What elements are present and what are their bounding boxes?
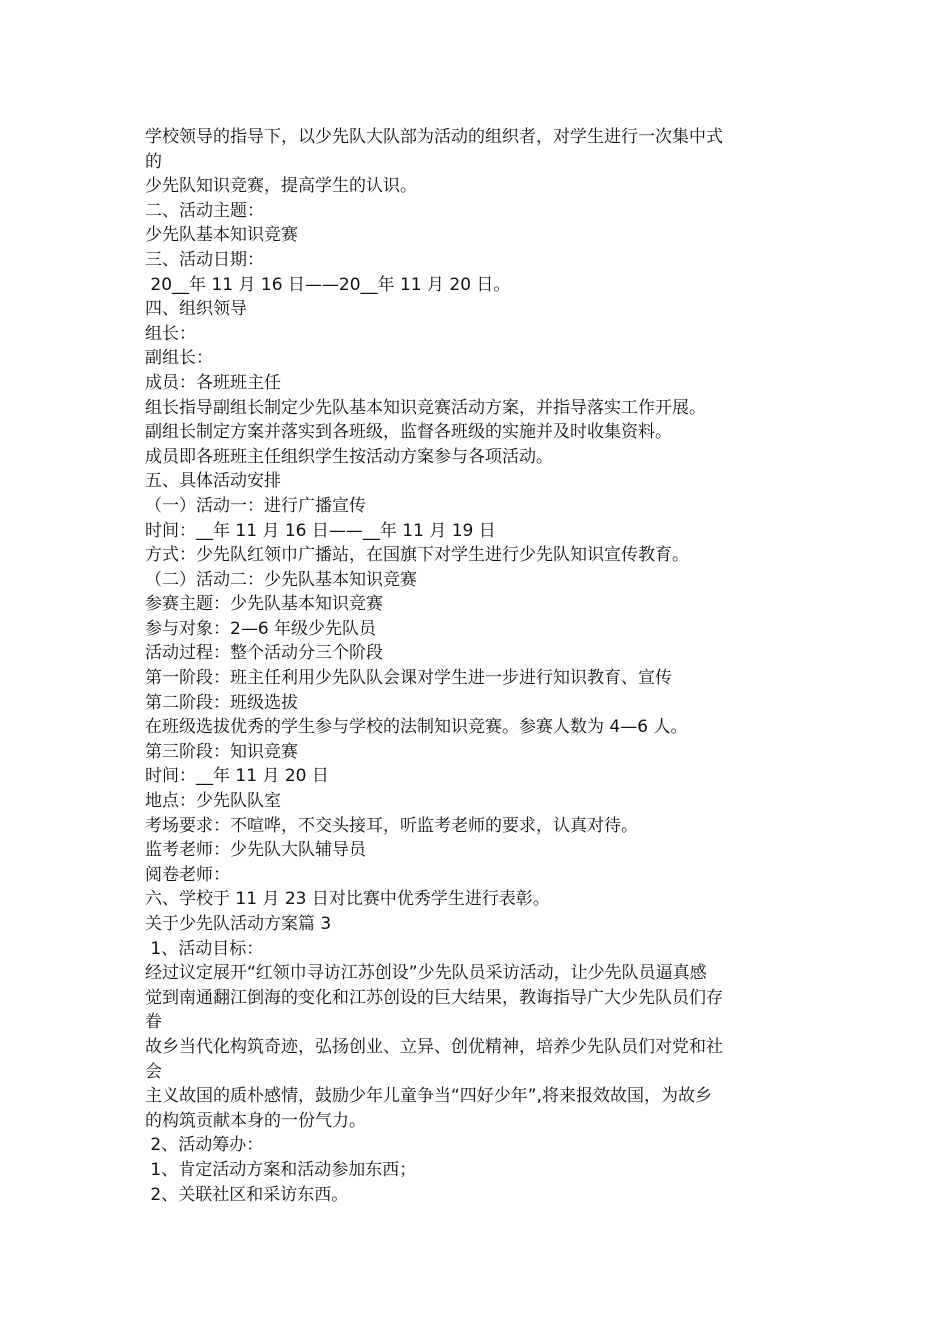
text-line: 的 [145, 151, 162, 172]
text-line: 眷 [145, 1012, 162, 1033]
text-line: 觉到南通翻江倒海的变化和江苏创设的巨大结果，教诲指导广大少先队员们存 [145, 987, 723, 1008]
subsection-heading: 2、活动筹办： [145, 1135, 264, 1156]
text-line: 的构筑贡献本身的一份气力。 [145, 1110, 366, 1131]
text-line: 参与对象：2—6 年级少先队员 [145, 618, 377, 639]
text-line: 成员：各班班主任 [145, 372, 281, 393]
text-line: 组长： [145, 323, 196, 344]
subsection-heading: 1、活动目标： [145, 938, 264, 959]
text-line: 参赛主题：少先队基本知识竞赛 [145, 594, 383, 615]
list-item: 1、肯定活动方案和活动参加东西； [145, 1159, 417, 1180]
text-line: 监考老师：少先队大队辅导员 [145, 840, 366, 861]
text-line: 地点：少先队队室 [145, 791, 281, 812]
text-line: 副组长： [145, 348, 213, 369]
text-line: 副组长制定方案并落实到各班级，监督各班级的实施并及时收集资料。 [145, 422, 672, 443]
section-heading: 六、学校于 11 月 23 日对比赛中优秀学生进行表彰。 [145, 889, 550, 910]
document-body [145, 125, 815, 1207]
text-line: 方式：少先队红领巾广播站，在国旗下对学生进行少先队知识宣传教育。 [145, 545, 689, 566]
text-line: 在班级选拔优秀的学生参与学校的法制知识竞赛。参赛人数为 4—6 人。 [145, 717, 688, 738]
section-heading: 五、具体活动安排 [145, 471, 281, 492]
text-line: 20__年 11 月 16 日——20__年 11 月 20 日。 [145, 274, 511, 295]
article-heading: 关于少先队活动方案篇 3 [145, 914, 332, 934]
text-line: 故乡当代化构筑奇迹，弘扬创业、立异、创优精神，培养少先队员们对党和社 [145, 1036, 723, 1057]
section-heading: 二、活动主题： [145, 200, 264, 221]
text-line: 主义故国的质朴感情，鼓励少年儿童争当“四好少年”,将来报效故国，为故乡 [145, 1086, 713, 1107]
text-line: 活动过程：整个活动分三个阶段 [145, 643, 383, 664]
text-line: 组长指导副组长制定少先队基本知识竞赛活动方案，并指导落实工作开展。 [145, 397, 706, 418]
text-line: 时间：__年 11 月 20 日 [145, 766, 329, 787]
text-line: 第二阶段：班级选拔 [145, 692, 298, 713]
text-line: 少先队知识竞赛，提高学生的认识。 [145, 176, 417, 197]
text-line: 成员即各班班主任组织学生按活动方案参与各项活动。 [145, 446, 553, 467]
text-line: 阅卷老师： [145, 864, 230, 885]
section-heading: 四、组织领导 [145, 299, 247, 320]
text-line: 时间：__年 11 月 16 日——__年 11 月 19 日 [145, 520, 496, 541]
text-line: 少先队基本知识竞赛 [145, 225, 298, 246]
text-line: 经过议定展开“红领巾寻访江苏创设”少先队员采访活动，让少先队员逼真感 [145, 963, 707, 984]
section-heading: 三、活动日期： [145, 249, 264, 270]
subsection-heading: （二）活动二：少先队基本知识竞赛 [145, 569, 417, 590]
text-line: 会 [145, 1061, 162, 1082]
list-item: 2、关联社区和采访东西。 [145, 1184, 349, 1205]
text-line: 第三阶段：知识竞赛 [145, 741, 298, 762]
subsection-heading: （一）活动一：进行广播宣传 [145, 495, 366, 516]
text-line: 第一阶段：班主任利用少先队队会课对学生进一步进行知识教育、宣传 [145, 668, 672, 689]
text-line: 考场要求：不喧哗，不交头接耳，听监考老师的要求，认真对待。 [145, 815, 638, 836]
text-line: 学校领导的指导下，以少先队大队部为活动的组织者，对学生进行一次集中式 [145, 127, 723, 147]
